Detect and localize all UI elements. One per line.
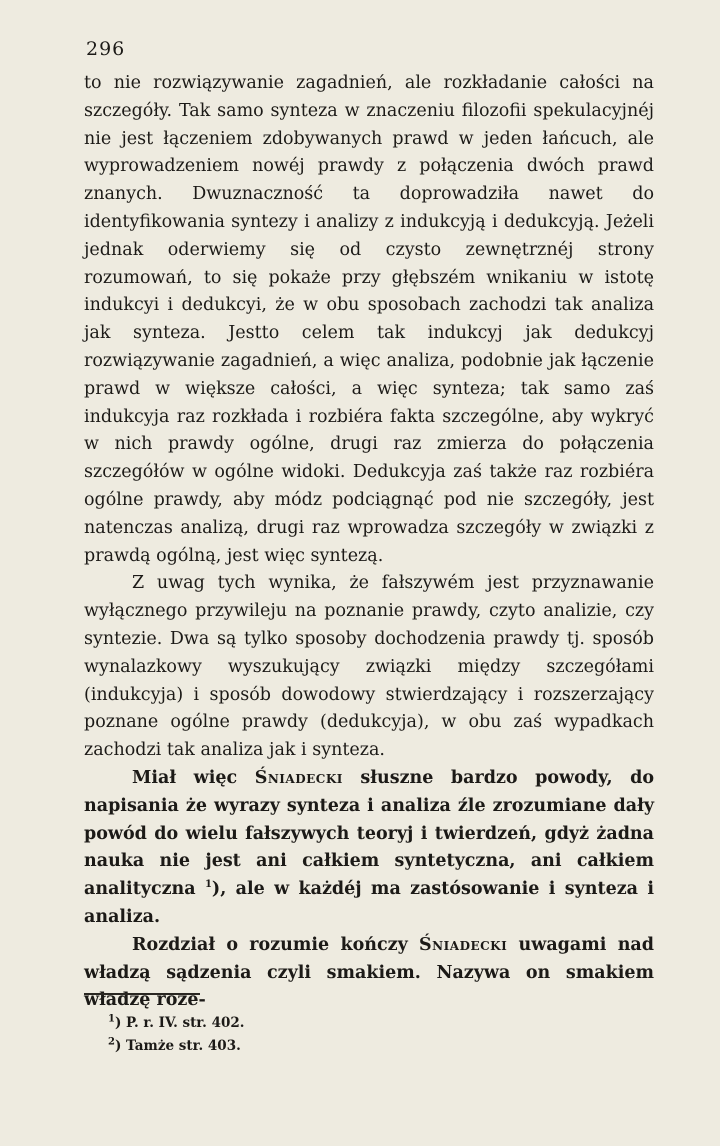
paragraph-3-before: Miał więc (132, 767, 238, 788)
paragraph-3 (84, 765, 654, 932)
paragraph-2: Z uwag tych wynika, że fałszywém jest przyznawanie wyłącznego przywileju na poznanie prawdy, czyto analizie, czy syntezie. Dwa są tylko sposoby dochodzenia prawdy tj. sposób wynalazkowy wyszukujący związki między szczegółami (indukcyja) i sposób dowodowy stwierdzający i rozszerzający poznane ogólne prawdy (dedukcyja), w obu zaś wypadkach zachodzi tak analiza jak i synteza. (84, 573, 654, 761)
author-name: Śniadecki (254, 767, 343, 788)
body-text (84, 70, 654, 1015)
footnote-divider (84, 993, 200, 995)
paragraph-4 (84, 932, 654, 1015)
footnote-text: ) P. r. IV. str. 402. (114, 1015, 245, 1031)
paragraph-3-end: ), ale w każdéj ma zastósowanie i synteza i analiza. (84, 879, 654, 927)
paragraph-4-before: Rozdział o rozumie kończy (132, 934, 408, 955)
footnote-1 (108, 1012, 608, 1035)
footnote-mark: 1 (108, 1013, 115, 1025)
footnotes (108, 1012, 608, 1058)
page-number: 296 (86, 38, 126, 60)
footnote-2 (108, 1035, 608, 1058)
paragraph-3-after: słuszne bardzo powody, do napisania że wyrazy synteza i analiza źle zrozumiane dały powód do wielu fałszywych teoryj i twierdzeń, gdyż żadna nauka nie jest ani całkiem syntetyczna, ani całkiem analityczna (84, 767, 655, 900)
footnote-mark: 2 (108, 1036, 115, 1048)
paragraph-4-after: uwagami nad władzą sądzenia czyli smakiem. Nazywa on smakiem władzę roze- (84, 934, 654, 1011)
footnote-text: ) Tamże str. 403. (114, 1038, 241, 1054)
author-name: Śniadecki (419, 934, 508, 955)
footnote-ref-1: 1 (204, 879, 212, 891)
paragraph-1: to nie rozwiązywanie zagadnień, ale rozkładanie całości na szczegóły. Tak samo synteza w znaczeniu filozofii spekulacyjnéj nie jest łączeniem zdobywanych prawd w jeden łańcuch, ale wyprowadzeniem nowéj prawdy z połączenia dwóch prawd znanych. Dwuznaczność ta doprowadziła nawet do identyfikowania syntezy i analizy z indukcyją i dedukcyją. Jeżeli jednak oderwiemy się od czysto zewnętrznéj strony rozumowań, to się pokaże przy głębszém wnikaniu w istotę indukcyi i dedukcyi, że w obu sposobach zachodzi tak analiza jak synteza. Jestto celem tak indukcyj jak dedukcyj rozwiązywanie zagadnień, a więc analiza, podobnie jak łączenie prawd w większe całości, a więc synteza; tak samo zaś indukcyja raz rozkłada i rozbiéra fakta szczególne, aby wykryć w nich prawdy ogólne, drugi raz zmierza do połączenia szczegółów w ogólne widoki. Dedukcyja zaś także raz rozbiéra ogólne prawdy, aby módz podciągnąć pod nie szczegóły, jest natenczas analizą, drugi raz wprowadza szczegóły w związki z prawdą ogólną, jest więc syntezą. (84, 73, 654, 566)
